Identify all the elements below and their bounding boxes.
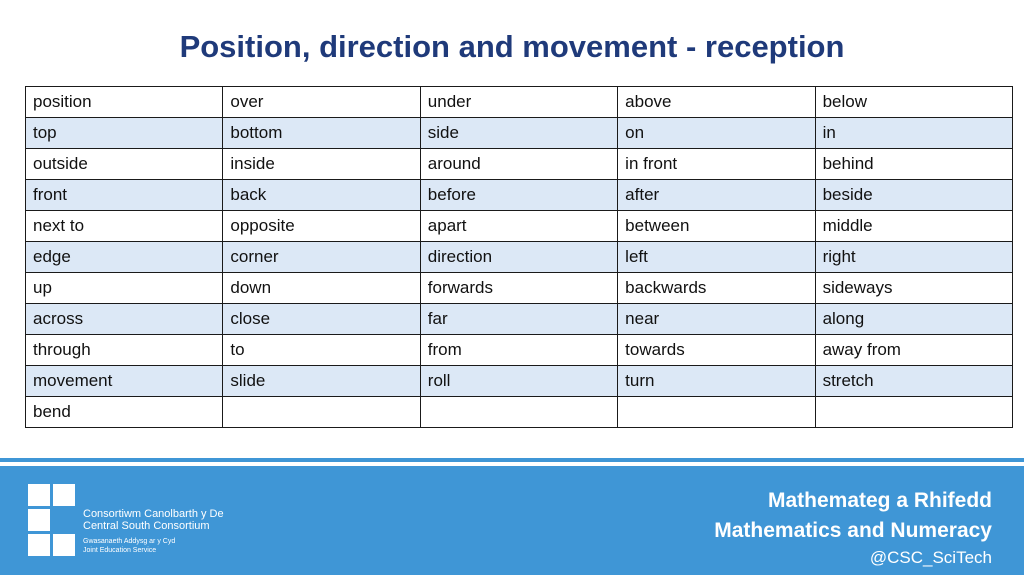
table-cell: bottom — [223, 118, 420, 149]
table-cell: position — [26, 87, 223, 118]
table-cell: top — [26, 118, 223, 149]
table-row — [26, 273, 1013, 304]
table-cell: stretch — [815, 366, 1012, 397]
consortium-name — [83, 508, 224, 555]
table-cell: along — [815, 304, 1012, 335]
table-cell: bend — [26, 397, 223, 428]
table-row — [26, 242, 1013, 273]
table-cell: down — [223, 273, 420, 304]
table-cell: from — [420, 335, 617, 366]
org-name-english: Central South Consortium — [83, 520, 210, 532]
table-cell: towards — [618, 335, 815, 366]
subject-branding — [714, 486, 992, 570]
table-cell: over — [223, 87, 420, 118]
consortium-logo — [28, 484, 78, 558]
table-cell: inside — [223, 149, 420, 180]
table-cell: in — [815, 118, 1012, 149]
table-cell: between — [618, 211, 815, 242]
footer-divider — [0, 458, 1024, 462]
table-cell: above — [618, 87, 815, 118]
table-cell: behind — [815, 149, 1012, 180]
table-cell: roll — [420, 366, 617, 397]
table-cell: edge — [26, 242, 223, 273]
table-cell: far — [420, 304, 617, 335]
table-cell: left — [618, 242, 815, 273]
table-cell: below — [815, 87, 1012, 118]
table-cell: middle — [815, 211, 1012, 242]
table-cell: corner — [223, 242, 420, 273]
table-cell: forwards — [420, 273, 617, 304]
table-cell: slide — [223, 366, 420, 397]
table-cell: beside — [815, 180, 1012, 211]
table-cell: apart — [420, 211, 617, 242]
table-cell: next to — [26, 211, 223, 242]
table-cell: side — [420, 118, 617, 149]
brand-welsh: Mathemateg a Rhifedd — [767, 489, 992, 512]
table-cell: after — [618, 180, 815, 211]
table-cell — [420, 397, 617, 428]
brand-english: Mathematics and Numeracy — [714, 519, 992, 542]
table-row — [26, 397, 1013, 428]
table-row — [26, 366, 1013, 397]
table-row — [26, 149, 1013, 180]
vocabulary-table — [25, 86, 1013, 428]
table-cell: around — [420, 149, 617, 180]
service-name-english: Joint Education Service — [83, 547, 157, 554]
table-cell: through — [26, 335, 223, 366]
table-row — [26, 211, 1013, 242]
table-cell: right — [815, 242, 1012, 273]
table-cell: in front — [618, 149, 815, 180]
table-cell: turn — [618, 366, 815, 397]
table-cell: movement — [26, 366, 223, 397]
table-cell: away from — [815, 335, 1012, 366]
table-row — [26, 304, 1013, 335]
table-cell — [815, 397, 1012, 428]
table-cell: sideways — [815, 273, 1012, 304]
page-title: Position, direction and movement - reception — [179, 29, 845, 64]
table-cell: up — [26, 273, 223, 304]
table-row — [26, 335, 1013, 366]
table-cell — [223, 397, 420, 428]
table-cell: to — [223, 335, 420, 366]
table-cell: under — [420, 87, 617, 118]
table-row — [26, 87, 1013, 118]
table-cell: opposite — [223, 211, 420, 242]
table-cell: back — [223, 180, 420, 211]
table-cell: backwards — [618, 273, 815, 304]
table-cell: near — [618, 304, 815, 335]
table-cell: outside — [26, 149, 223, 180]
table-cell: front — [26, 180, 223, 211]
table-cell: close — [223, 304, 420, 335]
table-cell — [618, 397, 815, 428]
table-cell: direction — [420, 242, 617, 273]
table-cell: across — [26, 304, 223, 335]
table-row — [26, 180, 1013, 211]
table-cell: before — [420, 180, 617, 211]
org-name-welsh: Consortiwm Canolbarth y De — [83, 508, 224, 520]
table-cell: on — [618, 118, 815, 149]
table-row — [26, 118, 1013, 149]
service-name-welsh: Gwasanaeth Addysg ar y Cyd — [83, 538, 176, 545]
footer-banner — [0, 466, 1024, 575]
twitter-handle: @CSC_SciTech — [869, 548, 992, 567]
